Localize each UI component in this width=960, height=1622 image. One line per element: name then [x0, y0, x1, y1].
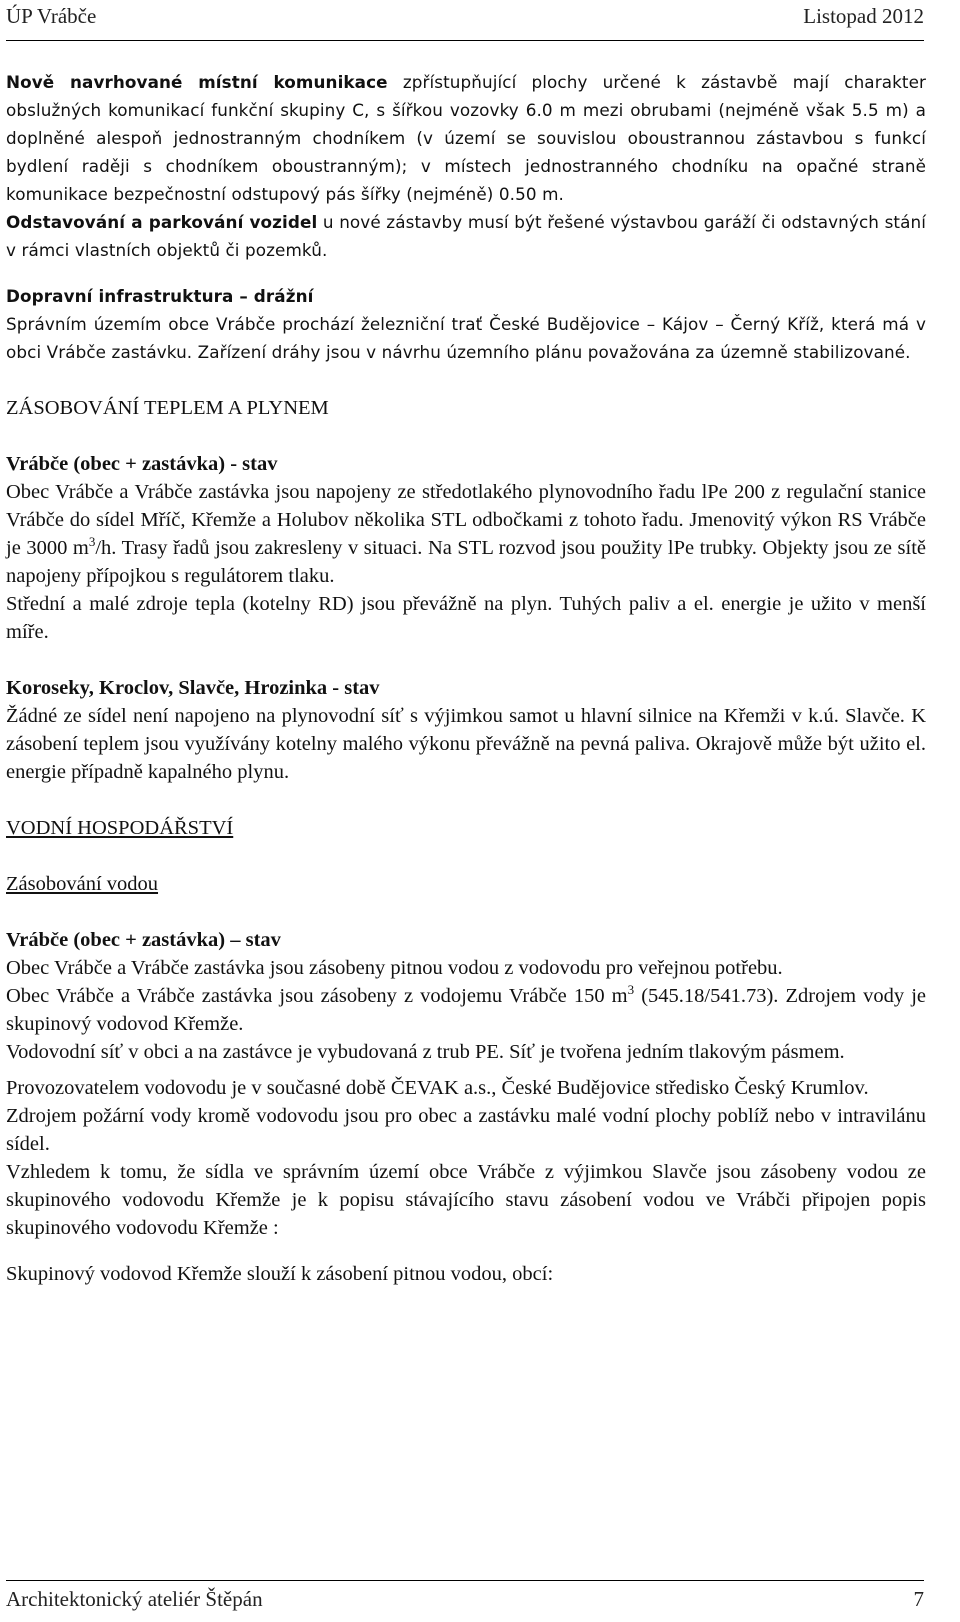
footer-author: Architektonický ateliér Štěpán	[6, 1587, 263, 1611]
header-title: ÚP Vrábče	[6, 4, 97, 28]
superscript: 3	[88, 534, 96, 550]
superscript: 3	[627, 982, 635, 998]
parking-paragraph	[6, 208, 926, 264]
heat-paragraph-sources: Střední a malé zdroje tepla (kotelny RD) jsou převážně na plyn. Tuhých paliv a el. energie je užito v menší míře.	[6, 593, 926, 643]
water-paragraph-4: Provozovatelem vodovodu je v současné době ČEVAK a.s., České Budějovice středisko Český Krumlov.	[6, 1077, 869, 1099]
water-paragraph-2	[6, 982, 926, 1038]
water-paragraph-1: Obec Vrábče a Vrábče zastávka jsou zásobeny pitnou vodou z vodovodu pro veřejnou potřebu.	[6, 957, 783, 979]
water-paragraph-6: Vzhledem k tomu, že sídla ve správním území obce Vrábče z výjimkou Slavče jsou zásobeny vodou ze skupinového vodovodu Křemže je k popisu stávajícího stavu zásobení vodou ve Vrábči připojen popis skupinového vodovodu Křemže :	[6, 1161, 926, 1239]
heat-gas-text-b: /h. Trasy řadů jsou zakresleny v situaci. Na STL rozvod jsou použity lPe trubky. Objekty jsou ze sítě napojeny přípojkou s regulátorem tlaku.	[6, 537, 926, 587]
spacer	[6, 898, 926, 926]
rail-paragraph: Správním územím obce Vrábče prochází železniční trať České Budějovice – Kájov – Černý Kříž, která má v obci Vrábče zastávku. Zařízení dráhy jsou v návrhu územního plánu považována za územně stabilizované.	[6, 314, 926, 362]
spacer	[6, 264, 926, 282]
heat-heading: ZÁSOBOVÁNÍ TEPLEM A PLYNEM	[6, 397, 329, 419]
local-roads-paragraph	[6, 68, 926, 208]
heat-paragraph-koroseky: Žádné ze sídel není napojeno na plynovodní síť s výjimkou samot u hlavní silnice na Křemži v k.ú. Slavče. K zásobení teplem jsou využívány kotelny malého výkonu převážně na pevná paliva. Okrajově může být užito el. energie případně kapalného plynu.	[6, 705, 926, 783]
spacer	[6, 1066, 926, 1074]
water-subheading-supply: Zásobování vodou	[6, 873, 159, 895]
water-paragraph-7: Skupinový vodovod Křemže slouží k zásobení pitnou vodou, obcí:	[6, 1263, 554, 1285]
heat-subheading-koroseky: Koroseky, Kroclov, Slavče, Hrozinka - stav	[6, 677, 380, 699]
page-number: 7	[913, 1587, 924, 1611]
page-footer	[6, 1580, 924, 1617]
parking-text: u nové zástavby musí být řešené výstavbou garáží či odstavných stání v rámci vlastních objektů či pozemků.	[6, 212, 926, 260]
water-reservoir-text-b: (545.18/541.73). Zdrojem vody je skupinový vodovod Křemže.	[6, 985, 926, 1035]
spacer	[6, 1242, 926, 1260]
water-paragraph-3: Vodovodní síť v obci a na zastávce je vybudovaná z trub PE. Síť je tvořena jedním tlakovým pásmem.	[6, 1041, 845, 1063]
local-roads-text: zpřístupňující plochy určené k zástavbě mají charakter obslužných komunikací funkční skupiny C, s šířkou vozovky 6.0 m mezi obrubami (nejméně však 5.5 m) a doplněné alespoň jednostranným chodníkem (v území se souvislou oboustrannou zástavbou s funkcí bydlení raději s chodníkem oboustranným); v místech jednostranného chodníku na opačné straně komunikace bezpečnostní odstupový pás šířky (nejméně) 0.50 m.	[6, 72, 926, 204]
page-header	[6, 4, 924, 41]
heat-paragraph-gas	[6, 478, 926, 590]
water-subheading-vrabce: Vrábče (obec + zastávka) – stav	[6, 929, 281, 951]
rail-heading: Dopravní infrastruktura – drážní	[6, 286, 314, 306]
spacer	[6, 786, 926, 814]
water-reservoir-text-a: Obec Vrábče a Vrábče zastávka jsou zásobeny z vodojemu Vrábče 150 m	[6, 985, 628, 1007]
roads-section	[6, 68, 926, 366]
parking-term: Odstavování a parkování vozidel	[6, 212, 318, 232]
document-body	[6, 68, 926, 1288]
local-roads-term: Nově navrhované místní komunikace	[6, 72, 388, 92]
header-date: Listopad 2012	[803, 4, 924, 28]
heat-subheading-vrabce: Vrábče (obec + zastávka) - stav	[6, 453, 278, 475]
heat-gas-text-a: Obec Vrábče a Vrábče zastávka jsou napojeny ze středotlakého plynovodního řadu lPe 200 z regulační stanice Vrábče do sídel Mříč, Křemže a Holubov několika STL odbočkami z tohoto řadu. Jmenovitý výkon RS Vrábče je 3000 m	[6, 481, 926, 559]
spacer	[6, 422, 926, 450]
spacer	[6, 842, 926, 870]
spacer	[6, 646, 926, 674]
water-heading: VODNÍ HOSPODÁŘSTVÍ	[6, 817, 234, 839]
spacer	[6, 366, 926, 394]
water-paragraph-5: Zdrojem požární vody kromě vodovodu jsou pro obec a zastávku malé vodní plochy poblíž nebo v intravilánu sídel.	[6, 1105, 926, 1155]
